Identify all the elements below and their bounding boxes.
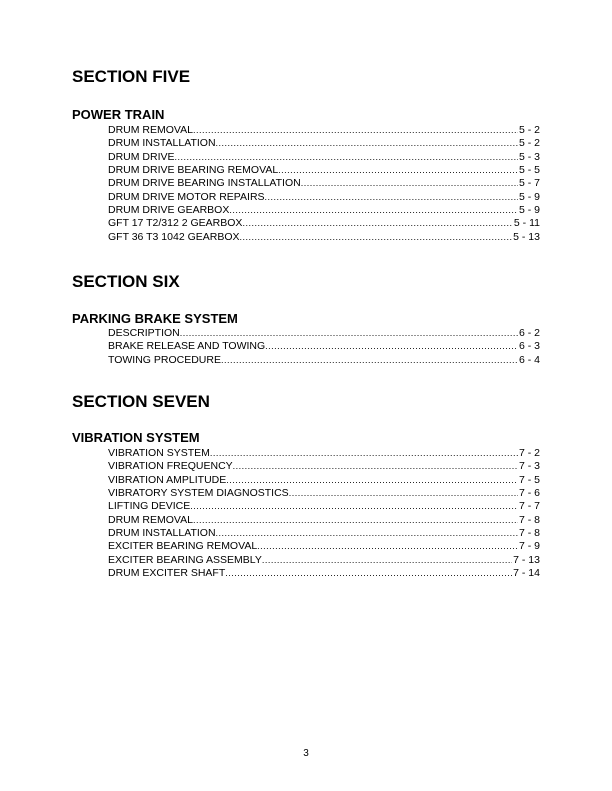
toc-entry-label: BRAKE RELEASE AND TOWING <box>108 340 266 353</box>
toc-entry-page: 6 - 3 <box>518 340 540 353</box>
dot-leader <box>257 540 518 553</box>
dot-leader <box>265 340 518 353</box>
toc-entry[interactable] <box>108 231 540 244</box>
toc-entry-label: DRUM INSTALLATION <box>108 527 216 540</box>
toc-entry-label: EXCITER BEARING REMOVAL <box>108 540 258 553</box>
dot-leader <box>240 231 513 244</box>
toc-entry-page: 5 - 11 <box>513 217 540 230</box>
toc-entry-page: 5 - 9 <box>518 204 540 217</box>
dot-leader <box>265 191 518 204</box>
toc-entry-label: VIBRATORY SYSTEM DIAGNOSTICS <box>108 487 289 500</box>
toc-entry-page: 7 - 3 <box>518 460 540 473</box>
subsection-title: PARKING BRAKE SYSTEM <box>72 311 238 326</box>
toc-entry[interactable] <box>108 554 540 567</box>
toc-entry[interactable] <box>108 151 540 164</box>
section-title: SECTION FIVE <box>72 67 191 86</box>
toc-entry-page: 7 - 14 <box>513 567 540 580</box>
toc-list <box>108 327 540 367</box>
toc-entry-page: 5 - 7 <box>518 177 540 190</box>
dot-leader <box>225 567 512 580</box>
toc-entry-label: DRUM REMOVAL <box>108 124 193 136</box>
toc-entry-page: 7 - 7 <box>518 500 540 513</box>
toc-entry[interactable] <box>108 514 540 527</box>
toc-entry[interactable] <box>108 487 540 500</box>
toc-entry-page: 7 - 2 <box>518 447 540 459</box>
section-title: SECTION SIX <box>72 272 180 291</box>
toc-entry[interactable] <box>108 137 540 150</box>
toc-entry-page: 6 - 4 <box>518 353 540 366</box>
subsection-title: POWER TRAIN <box>72 107 165 122</box>
toc-list <box>108 447 540 580</box>
toc-entry-label: VIBRATION AMPLITUDE <box>108 473 227 486</box>
dot-leader <box>229 204 518 217</box>
toc-entry-page: 6 - 2 <box>518 327 540 339</box>
toc-list <box>108 124 540 244</box>
toc-entry[interactable] <box>108 460 540 473</box>
toc-entry-page: 5 - 2 <box>518 137 540 150</box>
toc-entry-label: DRUM DRIVE BEARING REMOVAL <box>108 164 279 177</box>
toc-entry[interactable] <box>108 204 540 217</box>
toc-entry[interactable] <box>108 340 540 353</box>
toc-entry[interactable] <box>108 164 540 177</box>
toc-entry[interactable] <box>108 527 540 540</box>
toc-entry-page: 5 - 2 <box>518 124 540 136</box>
toc-entry-page: 7 - 6 <box>518 487 540 500</box>
toc-entry-page: 7 - 8 <box>518 513 540 526</box>
dot-leader <box>216 137 518 150</box>
toc-entry-label: DRUM DRIVE GEARBOX <box>108 204 230 217</box>
dot-leader <box>233 460 518 473</box>
toc-entry-label: LIFTING DEVICE <box>108 500 191 513</box>
toc-entry-page: 5 - 13 <box>513 230 540 243</box>
toc-entry[interactable] <box>108 447 540 460</box>
toc-entry-page: 5 - 3 <box>518 150 540 163</box>
dot-leader <box>216 527 518 540</box>
toc-entry[interactable] <box>108 217 540 230</box>
toc-entry-label: DRUM DRIVE BEARING INSTALLATION <box>108 177 301 190</box>
toc-entry[interactable] <box>108 177 540 190</box>
toc-entry[interactable] <box>108 327 540 340</box>
section-title: SECTION SEVEN <box>72 392 210 411</box>
toc-entry-page: 7 - 9 <box>518 540 540 553</box>
page-number: 3 <box>303 748 309 759</box>
toc-entry[interactable] <box>108 540 540 553</box>
dot-leader <box>301 177 518 190</box>
toc-entry-label: DRUM REMOVAL <box>108 513 193 526</box>
toc-entry[interactable] <box>108 354 540 367</box>
dot-leader <box>193 514 518 527</box>
toc-entry-label: VIBRATION SYSTEM <box>108 447 210 459</box>
subsection-title: VIBRATION SYSTEM <box>72 430 200 445</box>
dot-leader <box>190 500 518 513</box>
toc-entry-label: DRUM INSTALLATION <box>108 137 216 150</box>
toc-entry[interactable] <box>108 191 540 204</box>
dot-leader <box>210 447 518 460</box>
toc-entry-label: DESCRIPTION <box>108 327 180 339</box>
dot-leader <box>278 164 518 177</box>
toc-entry-page: 5 - 9 <box>518 190 540 203</box>
toc-entry-label: EXCITER BEARING ASSEMBLY <box>108 553 262 566</box>
toc-entry-label: GFT 36 T3 1042 GEARBOX <box>108 230 240 243</box>
toc-entry-label: GFT 17 T2/312 2 GEARBOX <box>108 217 243 230</box>
toc-entry-label: TOWING PROCEDURE <box>108 353 221 366</box>
dot-leader <box>221 354 518 367</box>
toc-entry-label: DRUM EXCITER SHAFT <box>108 567 226 580</box>
toc-entry-label: DRUM DRIVE <box>108 150 175 163</box>
toc-entry-page: 5 - 5 <box>518 164 540 177</box>
dot-leader <box>175 151 518 164</box>
dot-leader <box>226 474 518 487</box>
dot-leader <box>262 554 512 567</box>
toc-entry-label: VIBRATION FREQUENCY <box>108 460 233 473</box>
toc-entry[interactable] <box>108 474 540 487</box>
toc-entry[interactable] <box>108 567 540 580</box>
toc-entry[interactable] <box>108 500 540 513</box>
toc-entry-label: DRUM DRIVE MOTOR REPAIRS <box>108 190 265 203</box>
dot-leader <box>180 327 518 340</box>
toc-entry[interactable] <box>108 124 540 137</box>
dot-leader <box>289 487 518 500</box>
toc-entry-page: 7 - 5 <box>518 473 540 486</box>
toc-entry-page: 7 - 8 <box>518 527 540 540</box>
dot-leader <box>193 124 518 137</box>
dot-leader <box>242 217 512 230</box>
toc-entry-page: 7 - 13 <box>513 553 540 566</box>
